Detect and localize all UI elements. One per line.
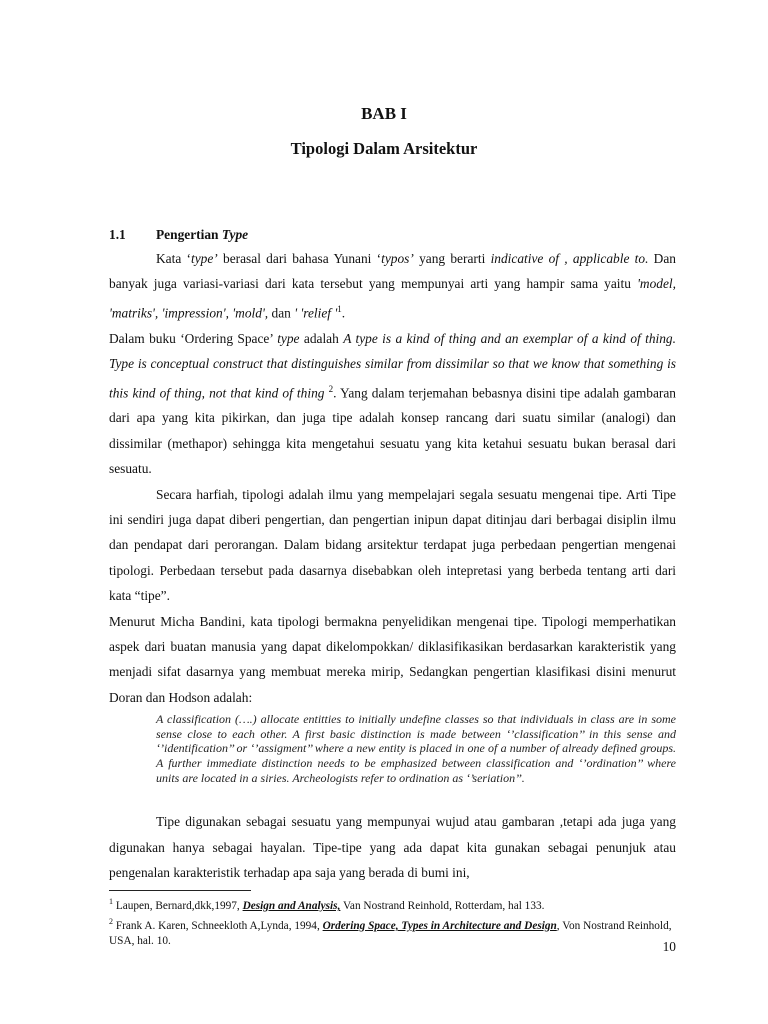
section-label-italic: Type [221, 227, 249, 242]
paragraph-3: Secara harfiah, tipologi adalah ilmu yang mempelajari segala sesuatu mengenai tipe. Arti Tipe ini sendiri juga dapat diberi pengertian, dan pengertian inipun dapat ditinjau dari berbagai disiplin ilmu dan pendapat dari perorangan. Dalam bidang arsitektur terdapat juga perbedaan pengertian mengenai tipologi. Perbedaan tersebut pada dasarnya disebabkan oleh intepretasi yang berbeda tentang arti dari kata “tipe”. [109, 486, 676, 604]
p1-text-6: . [341, 305, 346, 321]
chapter-title: Tipologi Dalam Arsitektur [290, 139, 478, 158]
footnote-1-book-title: Design and Analysis, [242, 899, 341, 912]
section-number: 1.1 [109, 227, 126, 242]
footnote-1-number: 1 [109, 897, 113, 906]
footnote-2-book-title: Ordering Space, Types in Architecture and Design [322, 919, 557, 932]
p1-italic-2: typos’ [381, 251, 414, 266]
p2-italic-1: type [277, 330, 300, 346]
footnote-ref-1: 1 [337, 303, 342, 314]
chapter-heading: BAB I [361, 104, 407, 123]
paragraph-4: Menurut Micha Bandini, kata tipologi bermakna penyelidikan mengenai tipe. Tipologi memperhatikan aspek dari buatan manusia yang dapat dikelompokkan/ diklasifikasikan berdasarkan karakteristik yang menjadi sifat dasarnya yang membuat mereka mirip, Sedangkan pengertian klasifikasi disini menurut Doran dan Hodson adalah: [109, 613, 676, 705]
p1-text-5: dan [268, 305, 295, 321]
footnote-1 [109, 894, 676, 914]
footnote-2-text-1: Frank A. Karen, Schneekloth A,Lynda, 1994, [113, 919, 323, 932]
paragraph-2 [109, 326, 676, 482]
page-number: 10 [662, 939, 676, 954]
p1-italic-4: 'model, 'matriks', 'impression', 'mold', [109, 276, 676, 321]
paragraph-5: Tipe digunakan sebagai sesuatu yang mempunyai wujud atau gambaran ,tetapi ada juga yang digunakan hanya sebagai hayalan. Tipe-tipe yang ada dapat kita gunakan sebagai penunjuk atau pengenalan karakteristik terhadap apa saja yang berada di bumi ini, [109, 814, 676, 881]
footnote-1-text-1: Laupen, Bernard,dkk,1997, [113, 899, 243, 912]
p2-text-1: Dalam buku ‘Ordering Space’ [109, 330, 278, 346]
footnote-ref-2: 2 [328, 383, 334, 394]
p1-italic-3: indicative of , applicable to. [490, 251, 649, 266]
footnotes [109, 894, 676, 949]
p1-text-2: berasal dari bahasa Yunani ‘ [217, 251, 382, 266]
p2-text-3: . Yang dalam terjemahan bebasnya disini tipe adalah gambaran dari apa yang kita pikirkan, dan juga tipe adalah konsep rancang dari suatu similar (analogi) dan dissimilar (methapor) sehingga kita mengetahui sesuatu yang kita ketahui sesuatu bukan berasal dari sesuatu. [109, 384, 676, 477]
p1-text-1: Kata ‘ [156, 251, 191, 266]
p1-italic-1: type’ [191, 251, 218, 266]
section-heading [109, 227, 248, 243]
footnote-2 [109, 914, 676, 949]
section-label: Pengertian [156, 227, 222, 242]
p1-italic-5: ' 'relief ' [294, 305, 338, 321]
p2-italic-2: A type is a kind of thing and an exemplar of a kind of thing. Type is conceptual construct that distinguishes similar from dissimilar so that we know that something is this kind of thing, not that kind of thing [109, 330, 676, 400]
p2-text-2: adalah [299, 330, 344, 346]
footnote-2-text-2: , Von Nostrand Reinhold, USA, hal. 10. [109, 919, 672, 947]
body-text [109, 246, 676, 885]
block-quote: A classification (….) allocate entitties to initially undefine classes so that individuals in class are in some sense close to each other. A first basic distinction is made between ‘’classification’’ in this sense and ‘’identification’’ or ‘’assigment’’ where a new entity is placed in one of a number of already defined groups. A further immediate distinction needs to be emphasized between classification and ‘’ordination’’ where units are located in a siries. Archeologists refer to ordination as ‘’seriation’’. [156, 712, 676, 785]
paragraph-1 [109, 246, 676, 326]
p1-text-4: Dan banyak juga variasi-variasi dari kata tersebut yang mempunyai arti yang hampir sama yaitu [109, 251, 676, 292]
footnote-2-number: 2 [109, 916, 113, 926]
footnote-separator [109, 890, 251, 891]
footnote-1-text-2: Van Nostrand Reinhold, Rotterdam, hal 133. [340, 899, 545, 912]
p1-text-3: yang berarti [413, 251, 491, 266]
